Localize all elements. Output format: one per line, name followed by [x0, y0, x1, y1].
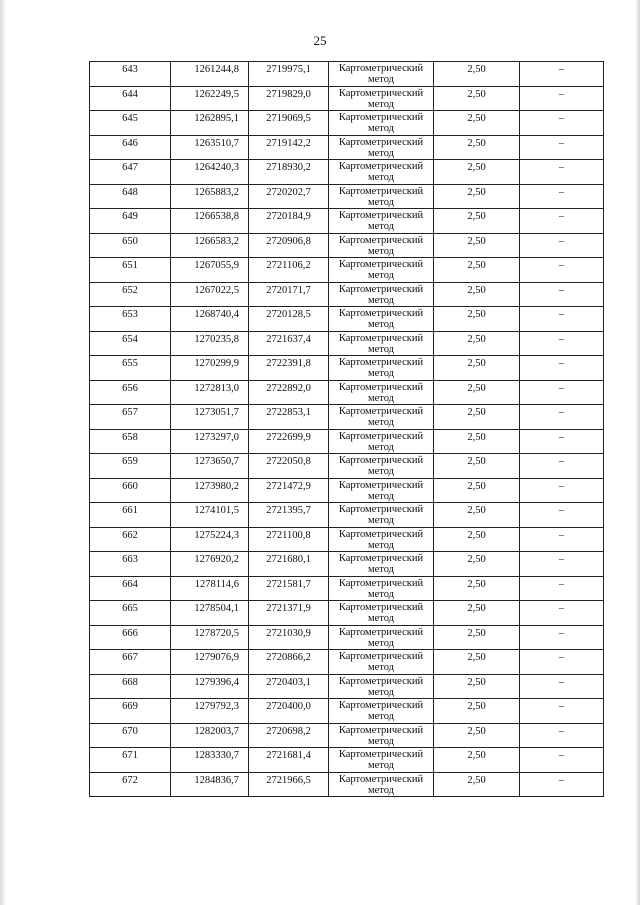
method-cell: [329, 405, 434, 430]
point-number-cell: 667: [90, 650, 171, 675]
y-coordinate-cell: 2721395,7: [249, 503, 329, 528]
method-line-1: Картометрический: [338, 185, 424, 197]
method-line-1: Картометрический: [338, 308, 424, 319]
y-coordinate-cell: 2722699,9: [249, 429, 329, 454]
y-coordinate-cell: 2722391,8: [249, 356, 329, 381]
point-number-cell: 669: [90, 699, 171, 724]
y-coordinate-cell: 2721581,7: [249, 576, 329, 601]
method-cell: [329, 356, 434, 381]
point-number-cell: 651: [90, 258, 171, 283]
point-number-cell: 654: [90, 331, 171, 356]
method-cell: [329, 429, 434, 454]
method-line-1: Картометрический: [338, 553, 424, 564]
method-cell: [329, 748, 434, 773]
method-line-1: Картометрический: [338, 112, 424, 123]
table-row: [90, 503, 604, 528]
method-line-2: метод: [367, 98, 395, 110]
description-cell: –: [520, 478, 604, 503]
method-cell: [329, 576, 434, 601]
point-number-cell: 653: [90, 307, 171, 332]
accuracy-cell: 2,50: [434, 111, 520, 136]
x-coordinate-cell: 1261244,8: [171, 62, 249, 87]
table-row: [90, 184, 604, 209]
method-cell: [329, 625, 434, 650]
table-row: [90, 748, 604, 773]
method-cell: [329, 331, 434, 356]
point-number-cell: 643: [90, 62, 171, 87]
method-line-2: метод: [367, 147, 395, 159]
method-cell: [329, 723, 434, 748]
y-coordinate-cell: 2720906,8: [249, 233, 329, 258]
method-cell: [329, 601, 434, 626]
accuracy-cell: 2,50: [434, 699, 520, 724]
accuracy-cell: 2,50: [434, 233, 520, 258]
accuracy-cell: 2,50: [434, 135, 520, 160]
method-line-1: Картометрический: [338, 332, 424, 344]
coordinates-table: [89, 61, 604, 797]
method-line-2: метод: [367, 539, 395, 551]
x-coordinate-cell: 1273297,0: [171, 429, 249, 454]
x-coordinate-cell: 1273051,7: [171, 405, 249, 430]
method-line-1: Картометрический: [338, 234, 424, 246]
accuracy-cell: 2,50: [434, 625, 520, 650]
y-coordinate-cell: 2720184,9: [249, 209, 329, 234]
method-line-2: метод: [367, 588, 395, 600]
point-number-cell: 647: [90, 160, 171, 185]
method-cell: [329, 282, 434, 307]
method-cell: [329, 258, 434, 283]
table-row: [90, 258, 604, 283]
description-cell: –: [520, 135, 604, 160]
x-coordinate-cell: 1284836,7: [171, 772, 249, 797]
description-cell: –: [520, 723, 604, 748]
x-coordinate-cell: 1266538,8: [171, 209, 249, 234]
accuracy-cell: 2,50: [434, 601, 520, 626]
method-line-2: метод: [367, 319, 395, 330]
description-cell: –: [520, 601, 604, 626]
point-number-cell: 662: [90, 527, 171, 552]
point-number-cell: 663: [90, 552, 171, 577]
method-line-2: метод: [367, 490, 395, 502]
y-coordinate-cell: 2721106,2: [249, 258, 329, 283]
method-line-2: метод: [367, 196, 395, 208]
method-cell: [329, 307, 434, 332]
accuracy-cell: 2,50: [434, 429, 520, 454]
method-line-2: метод: [367, 74, 395, 85]
table-row: [90, 674, 604, 699]
point-number-cell: 665: [90, 601, 171, 626]
description-cell: –: [520, 307, 604, 332]
point-number-cell: 644: [90, 86, 171, 111]
method-line-2: метод: [367, 760, 395, 771]
y-coordinate-cell: 2718930,2: [249, 160, 329, 185]
method-line-1: Картометрический: [338, 602, 424, 613]
description-cell: –: [520, 62, 604, 87]
description-cell: –: [520, 331, 604, 356]
method-line-2: метод: [367, 245, 395, 257]
y-coordinate-cell: 2721100,8: [249, 527, 329, 552]
accuracy-cell: 2,50: [434, 62, 520, 87]
method-line-2: метод: [367, 515, 395, 526]
method-cell: [329, 503, 434, 528]
method-line-1: Картометрический: [338, 455, 424, 466]
description-cell: –: [520, 454, 604, 479]
method-line-1: Картометрический: [338, 161, 424, 172]
x-coordinate-cell: 1282003,7: [171, 723, 249, 748]
accuracy-cell: 2,50: [434, 478, 520, 503]
point-number-cell: 655: [90, 356, 171, 381]
table-row: [90, 699, 604, 724]
table-row: [90, 233, 604, 258]
x-coordinate-cell: 1262895,1: [171, 111, 249, 136]
point-number-cell: 650: [90, 233, 171, 258]
method-cell: [329, 699, 434, 724]
accuracy-cell: 2,50: [434, 674, 520, 699]
y-coordinate-cell: 2722892,0: [249, 380, 329, 405]
y-coordinate-cell: 2721472,9: [249, 478, 329, 503]
method-line-1: Картометрический: [338, 259, 424, 270]
accuracy-cell: 2,50: [434, 650, 520, 675]
method-line-1: Картометрический: [338, 651, 424, 662]
y-coordinate-cell: 2720202,7: [249, 184, 329, 209]
method-line-2: метод: [367, 686, 395, 698]
table-row: [90, 111, 604, 136]
method-line-1: Картометрический: [338, 136, 424, 148]
y-coordinate-cell: 2720403,1: [249, 674, 329, 699]
y-coordinate-cell: 2721680,1: [249, 552, 329, 577]
accuracy-cell: 2,50: [434, 772, 520, 797]
method-line-2: метод: [367, 441, 395, 453]
x-coordinate-cell: 1262249,5: [171, 86, 249, 111]
x-coordinate-cell: 1276920,2: [171, 552, 249, 577]
method-cell: [329, 209, 434, 234]
table-row: [90, 625, 604, 650]
x-coordinate-cell: 1275224,3: [171, 527, 249, 552]
coordinates-table-body: [90, 62, 604, 797]
accuracy-cell: 2,50: [434, 380, 520, 405]
table-row: [90, 331, 604, 356]
scan-edge-left: [0, 0, 6, 905]
table-row: [90, 576, 604, 601]
table-row: [90, 356, 604, 381]
description-cell: –: [520, 209, 604, 234]
table-row: [90, 454, 604, 479]
table-row: [90, 478, 604, 503]
x-coordinate-cell: 1268740,4: [171, 307, 249, 332]
y-coordinate-cell: 2719142,2: [249, 135, 329, 160]
x-coordinate-cell: 1279792,3: [171, 699, 249, 724]
y-coordinate-cell: 2722853,1: [249, 405, 329, 430]
y-coordinate-cell: 2720400,0: [249, 699, 329, 724]
y-coordinate-cell: 2721681,4: [249, 748, 329, 773]
method-line-1: Картометрический: [338, 773, 424, 785]
method-line-1: Картометрический: [338, 357, 424, 368]
description-cell: –: [520, 405, 604, 430]
method-cell: [329, 650, 434, 675]
point-number-cell: 658: [90, 429, 171, 454]
table-row: [90, 307, 604, 332]
y-coordinate-cell: 2719069,5: [249, 111, 329, 136]
point-number-cell: 656: [90, 380, 171, 405]
table-row: [90, 552, 604, 577]
table-row: [90, 135, 604, 160]
x-coordinate-cell: 1279076,9: [171, 650, 249, 675]
point-number-cell: 646: [90, 135, 171, 160]
point-number-cell: 648: [90, 184, 171, 209]
description-cell: –: [520, 625, 604, 650]
point-number-cell: 660: [90, 478, 171, 503]
description-cell: –: [520, 576, 604, 601]
y-coordinate-cell: 2721030,9: [249, 625, 329, 650]
accuracy-cell: 2,50: [434, 331, 520, 356]
accuracy-cell: 2,50: [434, 86, 520, 111]
method-line-1: Картометрический: [338, 479, 424, 491]
accuracy-cell: 2,50: [434, 748, 520, 773]
description-cell: –: [520, 674, 604, 699]
accuracy-cell: 2,50: [434, 723, 520, 748]
description-cell: –: [520, 258, 604, 283]
x-coordinate-cell: 1278504,1: [171, 601, 249, 626]
method-cell: [329, 86, 434, 111]
table-row: [90, 723, 604, 748]
x-coordinate-cell: 1274101,5: [171, 503, 249, 528]
y-coordinate-cell: 2720866,2: [249, 650, 329, 675]
x-coordinate-cell: 1272813,0: [171, 380, 249, 405]
description-cell: –: [520, 527, 604, 552]
table-row: [90, 62, 604, 87]
method-line-2: метод: [367, 294, 395, 306]
y-coordinate-cell: 2720128,5: [249, 307, 329, 332]
description-cell: –: [520, 86, 604, 111]
method-line-2: метод: [367, 368, 395, 379]
page-number: 25: [313, 33, 327, 48]
method-line-1: Картометрический: [338, 430, 424, 442]
method-cell: [329, 478, 434, 503]
description-cell: –: [520, 650, 604, 675]
method-line-2: метод: [367, 221, 395, 232]
table-row: [90, 209, 604, 234]
table-row: [90, 405, 604, 430]
point-number-cell: 666: [90, 625, 171, 650]
x-coordinate-cell: 1264240,3: [171, 160, 249, 185]
method-cell: [329, 454, 434, 479]
description-cell: –: [520, 748, 604, 773]
method-cell: [329, 772, 434, 797]
method-line-1: Картометрический: [338, 210, 424, 221]
method-cell: [329, 233, 434, 258]
point-number-cell: 664: [90, 576, 171, 601]
point-number-cell: 659: [90, 454, 171, 479]
accuracy-cell: 2,50: [434, 576, 520, 601]
method-line-2: метод: [367, 735, 395, 747]
point-number-cell: 652: [90, 282, 171, 307]
method-line-1: Картометрический: [338, 504, 424, 515]
method-line-2: метод: [367, 343, 395, 355]
point-number-cell: 661: [90, 503, 171, 528]
method-line-1: Картометрический: [338, 724, 424, 736]
description-cell: –: [520, 356, 604, 381]
description-cell: –: [520, 233, 604, 258]
method-line-2: метод: [367, 270, 395, 281]
method-line-2: метод: [367, 392, 395, 404]
y-coordinate-cell: 2720698,2: [249, 723, 329, 748]
table-row: [90, 380, 604, 405]
x-coordinate-cell: 1273980,2: [171, 478, 249, 503]
accuracy-cell: 2,50: [434, 552, 520, 577]
table-row: [90, 772, 604, 797]
description-cell: –: [520, 699, 604, 724]
y-coordinate-cell: 2719829,0: [249, 86, 329, 111]
method-line-1: Картометрический: [338, 381, 424, 393]
x-coordinate-cell: 1283330,7: [171, 748, 249, 773]
point-number-cell: 657: [90, 405, 171, 430]
method-line-1: Картометрический: [338, 626, 424, 638]
point-number-cell: 671: [90, 748, 171, 773]
table-row: [90, 650, 604, 675]
accuracy-cell: 2,50: [434, 184, 520, 209]
accuracy-cell: 2,50: [434, 503, 520, 528]
accuracy-cell: 2,50: [434, 282, 520, 307]
method-line-2: метод: [367, 123, 395, 134]
method-line-1: Картометрический: [338, 283, 424, 295]
method-line-2: метод: [367, 466, 395, 477]
method-cell: [329, 184, 434, 209]
x-coordinate-cell: 1279396,4: [171, 674, 249, 699]
method-line-1: Картометрический: [338, 577, 424, 589]
method-cell: [329, 552, 434, 577]
x-coordinate-cell: 1267022,5: [171, 282, 249, 307]
method-cell: [329, 160, 434, 185]
table-row: [90, 527, 604, 552]
description-cell: –: [520, 380, 604, 405]
method-line-2: метод: [367, 637, 395, 649]
accuracy-cell: 2,50: [434, 209, 520, 234]
accuracy-cell: 2,50: [434, 405, 520, 430]
method-cell: [329, 527, 434, 552]
x-coordinate-cell: 1266583,2: [171, 233, 249, 258]
method-line-2: метод: [367, 417, 395, 428]
method-cell: [329, 674, 434, 699]
scan-edge-right: [635, 0, 640, 905]
method-cell: [329, 135, 434, 160]
description-cell: –: [520, 111, 604, 136]
x-coordinate-cell: 1263510,7: [171, 135, 249, 160]
y-coordinate-cell: 2720171,7: [249, 282, 329, 307]
method-cell: [329, 380, 434, 405]
description-cell: –: [520, 772, 604, 797]
method-line-2: метод: [367, 784, 395, 796]
method-line-1: Картометрический: [338, 675, 424, 687]
accuracy-cell: 2,50: [434, 307, 520, 332]
description-cell: –: [520, 160, 604, 185]
y-coordinate-cell: 2722050,8: [249, 454, 329, 479]
description-cell: –: [520, 552, 604, 577]
method-cell: [329, 111, 434, 136]
method-line-1: Картометрический: [338, 749, 424, 760]
x-coordinate-cell: 1278720,5: [171, 625, 249, 650]
y-coordinate-cell: 2721371,9: [249, 601, 329, 626]
description-cell: –: [520, 429, 604, 454]
method-line-2: метод: [367, 613, 395, 624]
description-cell: –: [520, 282, 604, 307]
method-line-2: метод: [367, 172, 395, 183]
y-coordinate-cell: 2719975,1: [249, 62, 329, 87]
table-row: [90, 86, 604, 111]
table-row: [90, 282, 604, 307]
description-cell: –: [520, 503, 604, 528]
method-line-1: Картометрический: [338, 63, 424, 74]
point-number-cell: 672: [90, 772, 171, 797]
accuracy-cell: 2,50: [434, 356, 520, 381]
y-coordinate-cell: 2721966,5: [249, 772, 329, 797]
description-cell: –: [520, 184, 604, 209]
method-line-2: метод: [367, 564, 395, 575]
x-coordinate-cell: 1270299,9: [171, 356, 249, 381]
method-line-1: Картометрический: [338, 528, 424, 540]
accuracy-cell: 2,50: [434, 258, 520, 283]
x-coordinate-cell: 1278114,6: [171, 576, 249, 601]
table-row: [90, 429, 604, 454]
x-coordinate-cell: 1267055,9: [171, 258, 249, 283]
y-coordinate-cell: 2721637,4: [249, 331, 329, 356]
x-coordinate-cell: 1273650,7: [171, 454, 249, 479]
method-cell: [329, 62, 434, 87]
method-line-2: метод: [367, 662, 395, 673]
x-coordinate-cell: 1270235,8: [171, 331, 249, 356]
x-coordinate-cell: 1265883,2: [171, 184, 249, 209]
point-number-cell: 668: [90, 674, 171, 699]
method-line-1: Картометрический: [338, 700, 424, 711]
method-line-1: Картометрический: [338, 406, 424, 417]
method-line-2: метод: [367, 711, 395, 722]
method-line-1: Картометрический: [338, 87, 424, 99]
point-number-cell: 670: [90, 723, 171, 748]
point-number-cell: 649: [90, 209, 171, 234]
accuracy-cell: 2,50: [434, 454, 520, 479]
table-row: [90, 601, 604, 626]
point-number-cell: 645: [90, 111, 171, 136]
table-row: [90, 160, 604, 185]
accuracy-cell: 2,50: [434, 527, 520, 552]
accuracy-cell: 2,50: [434, 160, 520, 185]
